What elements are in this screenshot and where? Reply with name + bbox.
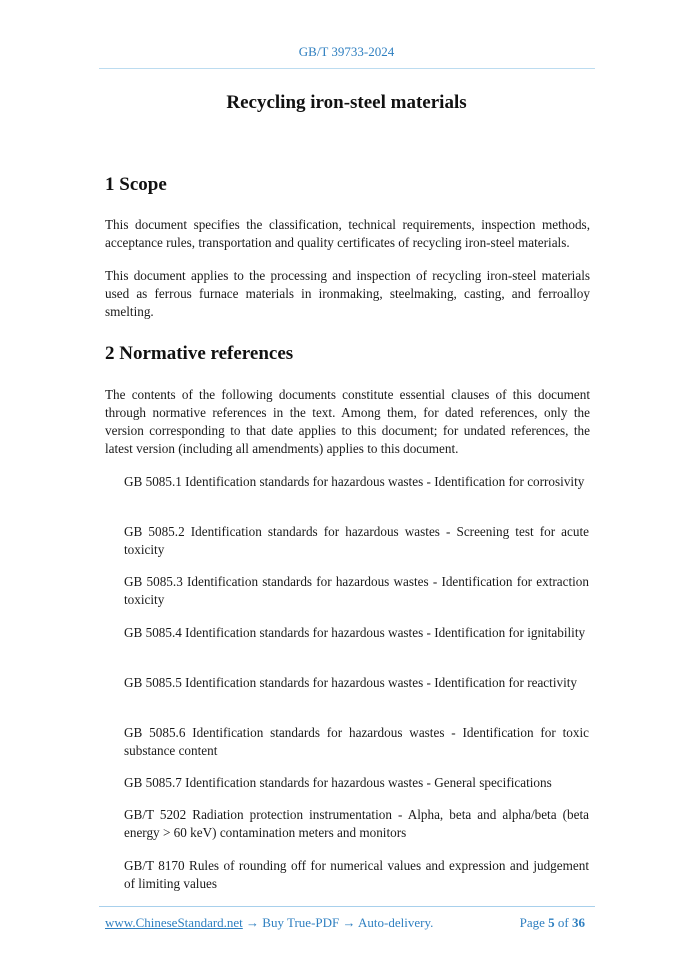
header-divider: [99, 68, 595, 69]
standard-code-header: GB/T 39733-2024: [298, 44, 395, 59]
reference-item: GB/T 8170 Rules of rounding off for numerical values and expression and judgement of limiting values: [124, 858, 589, 891]
reference-item: GB 5085.4 Identification standards for hazardous wastes - Identification for ignitability: [124, 625, 586, 640]
reference-item: GB 5085.5 Identification standards for hazardous wastes - Identification for reactivity: [124, 675, 577, 690]
reference-item: GB 5085.1 Identification standards for hazardous wastes - Identification for corrosivity: [124, 474, 585, 489]
page-total: 36: [572, 915, 585, 930]
scope-paragraph-1: This document specifies the classification, technical requirements, inspection methods, acceptance rules, transportation and quality certificates of recycling iron-steel materials.: [105, 217, 590, 250]
page-footer: [105, 915, 585, 931]
page-label: Page: [519, 915, 545, 930]
page-of-label: of: [557, 915, 569, 930]
section-heading: 2 Normative references: [105, 343, 294, 364]
reference-item: GB 5085.2 Identification standards for hazardous wastes - Screening test for acute toxicity: [124, 524, 589, 557]
section-scope: [105, 174, 590, 196]
page-indicator: [520, 915, 585, 931]
reference-item: GB 5085.3 Identification standards for hazardous wastes - Identification for extraction toxicity: [124, 574, 589, 607]
footer-tagline: → Buy True-PDF → Auto-delivery.: [242, 915, 434, 930]
section-heading: 1 Scope: [105, 174, 167, 195]
scope-paragraph-2: This document applies to the processing and inspection of recycling iron-steel materials used as ferrous furnace materials in ironmaking, steelmaking, casting, and ferroalloy smelting.: [105, 268, 590, 319]
document-title: Recycling iron-steel materials: [226, 92, 467, 113]
reference-item: GB/T 5202 Radiation protection instrumentation - Alpha, beta and alpha/beta (beta energy > 60 keV) contamination meters and monitors: [124, 807, 589, 840]
normative-intro-paragraph: The contents of the following documents constitute essential clauses of this document through normative references in the text. Among them, for dated references, only the version corresponding to that date applies to this document; for undated references, the latest version (including all amendments) applies to this document.: [105, 387, 590, 456]
reference-item: GB 5085.7 Identification standards for hazardous wastes - General specifications: [124, 775, 552, 790]
page-current: 5: [548, 915, 555, 930]
section-normative-references: [105, 343, 590, 365]
website-link[interactable]: www.ChineseStandard.net: [105, 915, 243, 930]
footer-divider: [99, 906, 595, 907]
reference-item: GB 5085.6 Identification standards for hazardous wastes - Identification for toxic substance content: [124, 725, 589, 758]
